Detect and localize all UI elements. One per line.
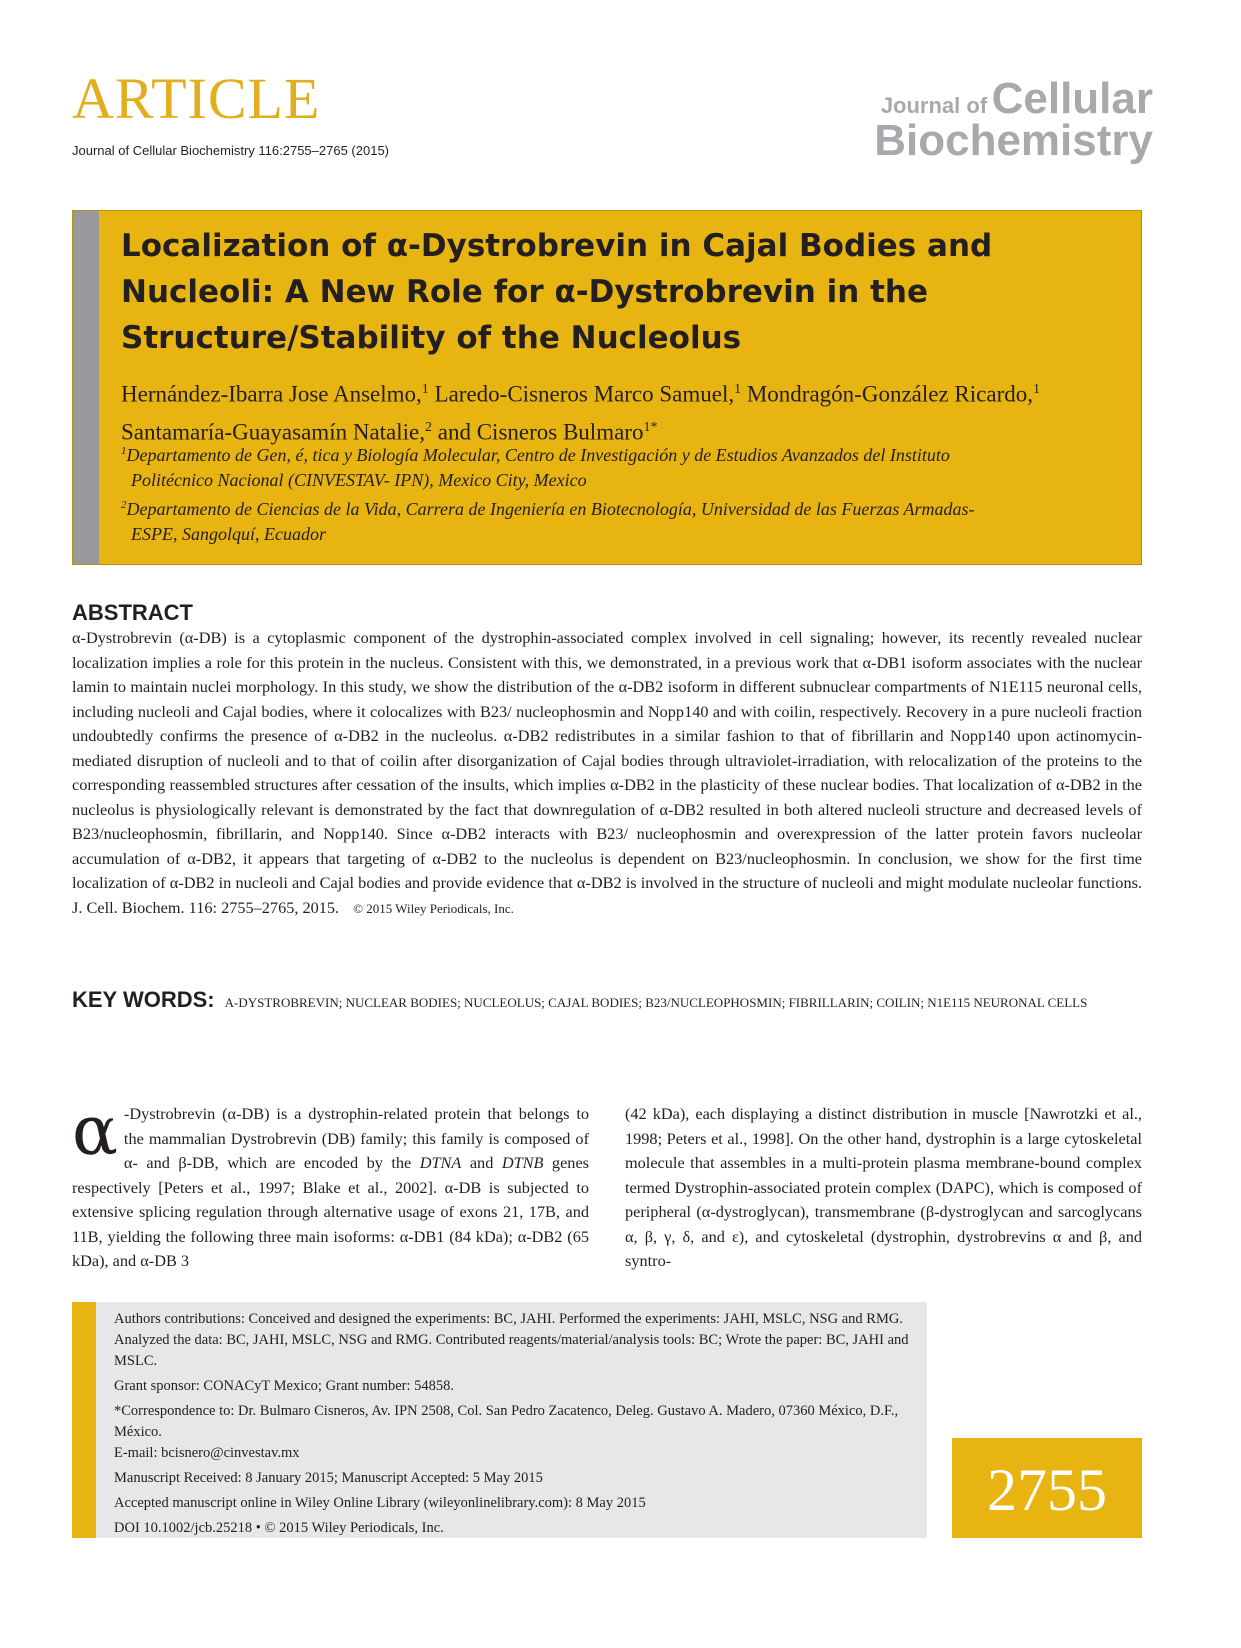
online-publication: Accepted manuscript online in Wiley Online Library (wileyonlinelibrary.com): 8 May 2015 xyxy=(114,1495,646,1511)
gene-name: DTNA xyxy=(419,1153,462,1172)
grant-info: Grant sponsor: CONACyT Mexico; Grant number: 54858. xyxy=(114,1378,455,1394)
author-affiliation-mark: 1 xyxy=(421,382,429,397)
body-column-left xyxy=(72,1092,590,1274)
abstract-heading: ABSTRACT xyxy=(72,600,193,625)
author-affiliation-mark: 2 xyxy=(425,419,432,435)
author-list xyxy=(121,373,1121,448)
abstract-text: α-Dystrobrevin (α-DB) is a cytoplasmic component of the dystrophin-associated complex involved in cell signaling; however, its recently revealed nuclear localization implies a role for this protein in the nucleus. Consistent with this, we demonstrated, in a previous work that α-DB1 isoform associates with the nuclear lamin to maintain nuclei morphology. In this study, we show the distribution of the α-DB2 isoform in different subnuclear compartments of N1E115 neuronal cells, including nucleoli and Cajal bodies, where it colocalizes with B23/ nucleophosmin and Nopp140 and with coilin, respectively. Recovery in a pure nucleoli fraction undoubtedly confirms the presence of α-DB2 in the nucleolus. α-DB2 redistributes in a similar fashion to that of fibrillarin and Nopp140 upon actinomycin-mediated disruption of nucleoli and to that of coilin after disorganization of Cajal bodies through ultraviolet-irradiation, with relocalization of the proteins to the corresponding reassembled structures after cessation of the insults, which implies α-DB2 in the plasticity of these nuclear bodies. That localization of α-DB2 in the nucleolus is physiologically relevant is demonstrated by the fact that downregulation of α-DB2 resulted in both altered nucleoli structure and decreased levels of B23/nucleophosmin, fibrillarin, and Nopp140. Since α-DB2 interacts with B23/ nucleophosmin and overexpression of the latter protein favors nucleolar accumulation of α-DB2, it appears that targeting of α-DB2 to the nucleolus is dependent on B23/nucleophosmin. In conclusion, we show for the first time localization of α-DB2 in nucleoli and Cajal bodies and provide evidence that α-DB2 is involved in the structure of nucleoli and might modulate nucleolar functions. J. Cell. Biochem. 116: 2755–2765, 2015. xyxy=(72,628,1142,917)
affiliation-number: 1 xyxy=(121,445,127,457)
author-name: Laredo-Cisneros Marco Samuel, xyxy=(434,381,735,407)
author-name: Hernández-Ibarra Jose Anselmo, xyxy=(121,381,422,407)
title-box xyxy=(72,210,1142,565)
doi: DOI 10.1002/jcb.25218 • © 2015 Wiley Periodicals, Inc. xyxy=(114,1520,444,1536)
journal-logo-prefix: Journal of xyxy=(880,93,988,118)
manuscript-dates: Manuscript Received: 8 January 2015; Manuscript Accepted: 5 May 2015 xyxy=(114,1470,543,1486)
footnotes-text xyxy=(114,1309,914,1543)
footnotes-yellow-bar xyxy=(72,1302,96,1538)
author-name: and Cisneros Bulmaro xyxy=(437,419,644,445)
affiliation-line: ESPE, Sangolquí, Ecuador xyxy=(131,524,326,544)
author-affiliation-mark: 1 xyxy=(1032,382,1040,397)
author-name: Mondragón-González Ricardo, xyxy=(746,381,1033,407)
body-text: and xyxy=(461,1153,502,1172)
footnotes-box xyxy=(72,1302,927,1538)
gene-name: DTNB xyxy=(501,1153,544,1172)
body-column-right xyxy=(625,1102,1142,1274)
affiliation-1 xyxy=(121,439,1121,493)
keywords-label: KEY WORDS: xyxy=(72,987,215,1012)
journal-logo-name-2: Biochemistry xyxy=(874,115,1153,165)
keywords-text: Α-DYSTROBREVIN; NUCLEAR BODIES; NUCLEOLUS; CAJAL BODIES; B23/NUCLEOPHOSMIN; FIBRILLARIN; COILIN; N1E115 NEURONAL CELLS xyxy=(224,995,1088,1010)
page-number: 2755 xyxy=(987,1457,1107,1523)
body-text: genes respectively [Peters et al., 1997; Blake et al., 2002]. α-DB is subjected to extensive splicing regulation through alternative usage of exons 21, 17B, and 11B, yielding the following three main isoforms: α-DB1 (84 kDa); α-DB2 (65 kDa), and α-DB 3 xyxy=(72,1153,590,1270)
article-title: Localization of α-Dystrobrevin in Cajal Bodies and Nucleoli: A New Role for α-Dystrobrevin in the Structure/Stability of the Nucleolus xyxy=(121,228,993,356)
journal-logo-name-1: Cellular xyxy=(991,74,1153,123)
drop-cap: α xyxy=(72,1092,118,1171)
body-text: (42 kDa), each displaying a distinct distribution in muscle [Nawrotzki et al., 1998; Peters et al., 1998]. On the other hand, dystrophin is a large cytoskeletal molecule that assembles in a multi-protein plasma membrane-bound complex termed Dystrophin-associated protein complex (DAPC), which is composed of peripheral (α-dystroglycan), transmembrane (β-dystroglycan and sarcoglycans α, β, γ, δ, and ε), and cytoskeletal (dystrophin, dystrobrevins α and β, and syntro- xyxy=(625,1104,1142,1270)
keywords xyxy=(72,988,1142,1015)
author-contributions: Authors contributions: Conceived and designed the experiments: BC, JAHI. Performed the experiments: JAHI, MSLC, NSG and RMG. Analyzed the data: BC, JAHI, MSLC, NSG and RMG. Contributed reagents/material/analysis tools: BC; Wrote the paper: BC, JAHI and MSLC. xyxy=(114,1311,909,1369)
author-name: Santamaría-Guayasamín Natalie, xyxy=(121,419,425,445)
article-label: ARTICLE xyxy=(72,66,321,131)
journal-logo xyxy=(874,74,1153,165)
journal-citation: Journal of Cellular Biochemistry 116:2755–2765 (2015) xyxy=(72,143,390,158)
title-box-gray-bar xyxy=(73,211,99,564)
author-affiliation-mark: 1 xyxy=(734,382,742,397)
author-affiliation-mark: 1* xyxy=(643,419,658,435)
abstract-copyright: © 2015 Wiley Periodicals, Inc. xyxy=(353,900,514,916)
correspondence: *Correspondence to: Dr. Bulmaro Cisneros, Av. IPN 2508, Col. San Pedro Zacatenco, Deleg. Gustavo A. Madero, 07360 México, D.F., México. xyxy=(114,1403,899,1440)
affiliation-line: Departamento de Ciencias de la Vida, Carrera de Ingeniería en Biotecnología, Universidad de las Fuerzas Armadas- xyxy=(126,499,975,519)
correspondence-email: E-mail: bcisnero@cinvestav.mx xyxy=(114,1445,300,1461)
affiliation-2 xyxy=(121,493,1121,547)
affiliation-number: 2 xyxy=(121,499,127,511)
affiliation-line: Departamento de Gen, é, tica y Biología Molecular, Centro de Investigación y de Estudios Avanzados del Instituto xyxy=(126,445,950,465)
body-text: -Dystrobrevin (α-DB) is a dystrophin-related protein that belongs to the mammalian Dystrobrevin (DB) family; this family is composed of α- and β-DB, which are encoded by the xyxy=(123,1104,589,1172)
page-number-box xyxy=(952,1438,1142,1538)
abstract-body xyxy=(72,626,1142,921)
affiliation-line: Politécnico Nacional (CINVESTAV- IPN), Mexico City, Mexico xyxy=(131,470,587,490)
